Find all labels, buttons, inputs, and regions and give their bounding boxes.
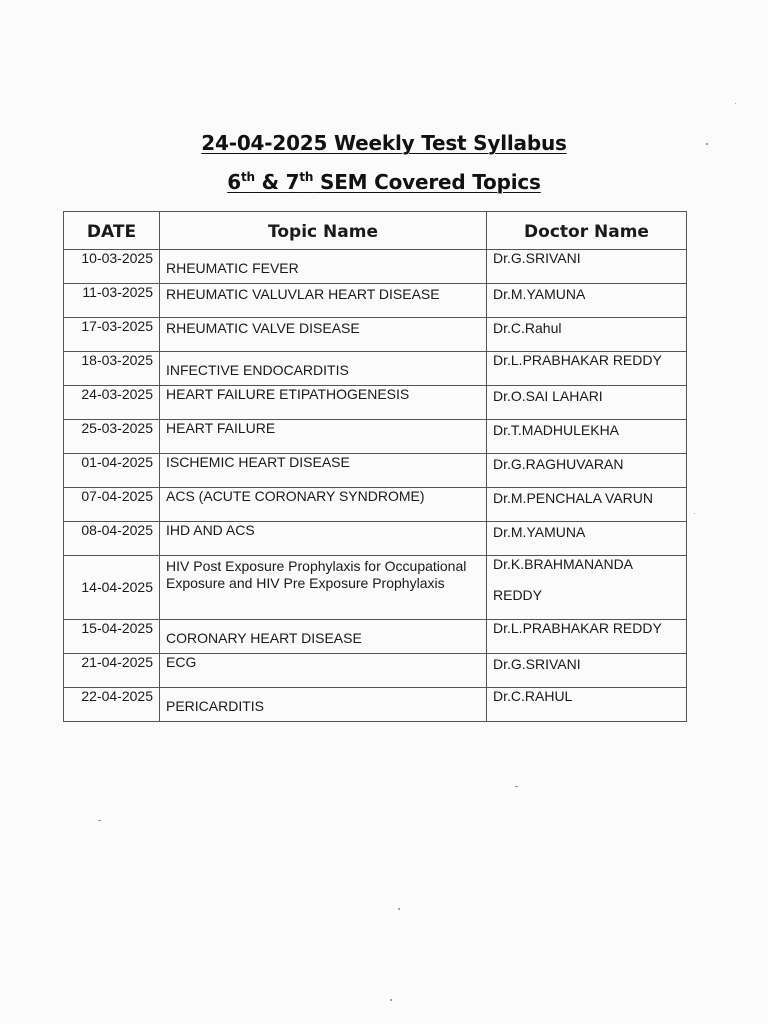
- doctor-cell: Dr.G.SRIVANI: [487, 250, 687, 284]
- date-cell: 07-04-2025: [64, 488, 160, 522]
- date-cell: 15-04-2025: [64, 620, 160, 654]
- doctor-cell: [487, 556, 687, 620]
- doctor-text: Dr.M.YAMUNA: [493, 524, 586, 540]
- doctor-cell: Dr.L.PRABHAKAR REDDY: [487, 352, 687, 386]
- table-header-row: [64, 212, 687, 250]
- topic-cell: [160, 318, 487, 352]
- column-header-date: DATE: [64, 212, 160, 250]
- doctor-cell: [487, 488, 687, 522]
- table-row: [64, 556, 687, 620]
- table-row: [64, 454, 687, 488]
- subtitle-sem-2: 7: [285, 170, 300, 194]
- topic-cell: [160, 688, 487, 722]
- date-cell: 24-03-2025: [64, 386, 160, 420]
- subtitle-ampersand: &: [254, 170, 286, 194]
- doctor-cell: Dr.C.RAHUL: [487, 688, 687, 722]
- syllabus-table: [63, 211, 687, 722]
- topic-text: CORONARY HEART DISEASE: [166, 630, 362, 646]
- topic-cell: ISCHEMIC HEART DISEASE: [160, 454, 487, 488]
- doctor-cell: [487, 284, 687, 318]
- topic-cell: [160, 250, 487, 284]
- table-row: [64, 420, 687, 454]
- topic-text: INFECTIVE ENDOCARDITIS: [166, 362, 349, 378]
- topic-text: RHEUMATIC FEVER: [166, 260, 299, 276]
- doctor-text: Dr.C.Rahul: [493, 320, 562, 336]
- topic-cell: IHD AND ACS: [160, 522, 487, 556]
- table-row: [64, 352, 687, 386]
- table-row: [64, 318, 687, 352]
- topic-cell: [160, 620, 487, 654]
- date-cell: 11-03-2025: [64, 284, 160, 318]
- column-header-doctor: Doctor Name: [487, 212, 687, 250]
- topic-cell: ACS (ACUTE CORONARY SYNDROME): [160, 488, 487, 522]
- subtitle-rest: SEM Covered Topics: [313, 170, 541, 194]
- topic-cell: [160, 556, 487, 620]
- scan-speck: [98, 820, 101, 821]
- table-row: [64, 654, 687, 688]
- doctor-text: Dr.M.YAMUNA: [493, 286, 586, 302]
- subtitle-sup-1: th: [240, 170, 255, 184]
- doctor-text-line2: REDDY: [493, 587, 543, 603]
- topic-text: RHEUMATIC VALUVLAR HEART DISEASE: [166, 286, 440, 302]
- doctor-text-line1: Dr.K.BRAHMANANDA: [493, 556, 634, 572]
- topic-text: RHEUMATIC VALVE DISEASE: [166, 320, 360, 336]
- doctor-cell: [487, 654, 687, 688]
- topic-text: PERICARDITIS: [166, 698, 265, 714]
- subtitle-sem-1: 6: [227, 170, 241, 194]
- doctor-cell: [487, 318, 687, 352]
- scan-speck: [735, 103, 736, 104]
- topic-cell: [160, 352, 487, 386]
- doctor-cell: [487, 454, 687, 488]
- date-cell: 17-03-2025: [64, 318, 160, 352]
- topic-text: HIV Post Exposure Prophylaxis for Occupational Exposure and HIV Pre Exposure Prophylaxis: [166, 558, 467, 591]
- date-cell: 21-04-2025: [64, 654, 160, 688]
- topic-cell: HEART FAILURE: [160, 420, 487, 454]
- date-cell: 08-04-2025: [64, 522, 160, 556]
- date-cell: 22-04-2025: [64, 688, 160, 722]
- topic-cell: [160, 284, 487, 318]
- doctor-text: Dr.G.RAGHUVARAN: [493, 456, 624, 472]
- table-row: [64, 386, 687, 420]
- scan-speck: [694, 513, 695, 514]
- topic-cell: ECG: [160, 654, 487, 688]
- date-cell: 14-04-2025: [64, 556, 160, 620]
- scan-speck: [706, 143, 708, 145]
- scan-speck: [390, 999, 392, 1001]
- table-row: [64, 488, 687, 522]
- table-row: [64, 522, 687, 556]
- page-subtitle: [0, 170, 768, 194]
- table-row: [64, 250, 687, 284]
- doctor-cell: [487, 420, 687, 454]
- column-header-topic: Topic Name: [160, 212, 487, 250]
- page-title: 24-04-2025 Weekly Test Syllabus: [201, 131, 567, 155]
- table-row: [64, 688, 687, 722]
- topic-cell: HEART FAILURE ETIPATHOGENESIS: [160, 386, 487, 420]
- doctor-text: Dr.G.SRIVANI: [493, 656, 581, 672]
- table-row: [64, 284, 687, 318]
- doctor-cell: [487, 522, 687, 556]
- date-cell: 25-03-2025: [64, 420, 160, 454]
- table-row: [64, 620, 687, 654]
- doctor-cell: [487, 386, 687, 420]
- date-cell: 18-03-2025: [64, 352, 160, 386]
- date-cell: 01-04-2025: [64, 454, 160, 488]
- doctor-cell: Dr.L.PRABHAKAR REDDY: [487, 620, 687, 654]
- doctor-text: Dr.O.SAI LAHARI: [493, 388, 603, 404]
- scan-speck: [515, 786, 518, 787]
- scan-speck: [398, 908, 400, 910]
- doctor-text: Dr.T.MADHULEKHA: [493, 422, 620, 438]
- subtitle-sup-2: th: [299, 170, 314, 184]
- date-cell: 10-03-2025: [64, 250, 160, 284]
- doctor-text: Dr.M.PENCHALA VARUN: [493, 490, 653, 506]
